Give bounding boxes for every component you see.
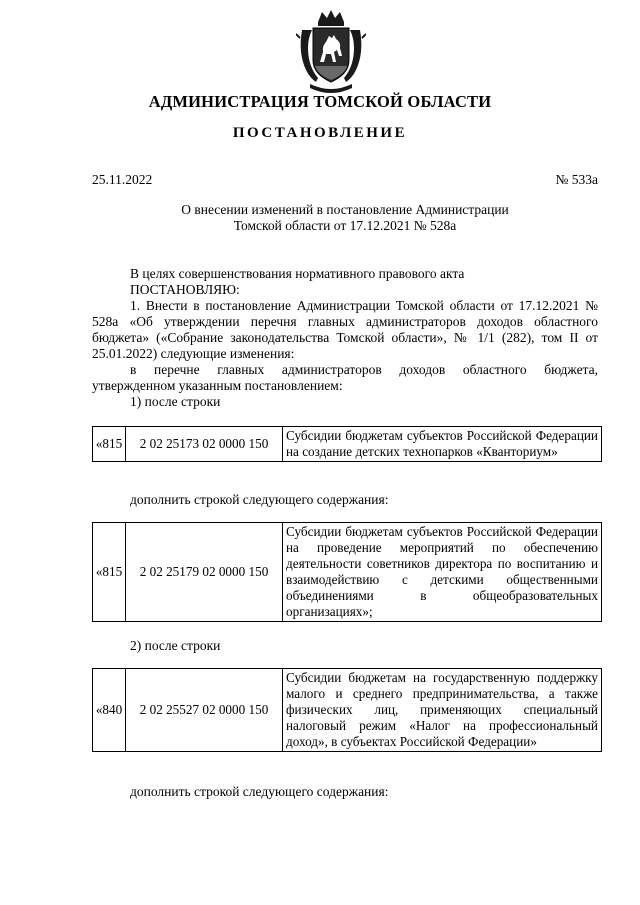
organization-name: АДМИНИСТРАЦИЯ ТОМСКОЙ ОБЛАСТИ [148,92,492,111]
decree-word: ПОСТАНОВЛЯЮ: [130,282,240,297]
intro-paragraph: В целях совершенствования нормативного правового акта [130,266,465,281]
document-number: № 533а [555,172,598,187]
table-row-new-815 [92,522,602,622]
table-row-old-815 [92,426,602,462]
point-2-label: 2) после строки [130,638,221,653]
table-row [93,427,602,462]
document-type: ПОСТАНОВЛЕНИЕ [232,125,408,141]
description-cell: Субсидии бюджетам субъектов Российской Федерации на создание детских технопарков «Кванториум» [283,427,602,462]
body-intro-block [92,266,598,410]
admin-code-cell: «815 [93,427,126,462]
item-1-paragraph: 1. Внести в постановление Администрации Томской области от 17.12.2021 № 528а «Об утверждении перечня главных администраторов доходов областного бюджета» («Собрание законодательства Томской области», № 1/1 (282), том II от 25.01.2022) следующие изменения: [92,298,598,361]
document-date: 25.11.2022 [92,172,153,187]
admin-code-cell: «840 [93,669,126,752]
table-row [93,523,602,622]
description-cell: Субсидии бюджетам на государственную поддержку малого и среднего предпринимательства, а также физических лиц, применяющих специальный налоговый режим «Налог на профессиональный доход», в субъектах Российской Федерации» [283,669,602,752]
subject-line-1: О внесении изменений в постановление Администрации [181,202,509,217]
tomsk-coat-of-arms-icon [296,8,366,96]
table-row-old-840 [92,668,602,752]
kbk-cell: 2 02 25173 02 0000 150 [126,427,283,462]
subject-line-2: Томской области от 17.12.2021 № 528а [233,218,457,233]
add-row-instruction-1: дополнить строкой следующего содержания: [130,492,389,507]
item-1-sub-paragraph: в перечне главных администраторов доходов областного бюджета, утвержденном указанным постановлением: [92,362,598,393]
add-row-instruction-2: дополнить строкой следующего содержания: [130,784,389,799]
admin-code-cell: «815 [93,523,126,622]
point-1-label: 1) после строки [130,394,221,409]
document-subject [92,202,598,234]
table-row [93,669,602,752]
kbk-cell: 2 02 25527 02 0000 150 [126,669,283,752]
kbk-cell: 2 02 25179 02 0000 150 [126,523,283,622]
description-cell: Субсидии бюджетам субъектов Российской Федерации на проведение мероприятий по обеспечению деятельности советников директора по воспитанию и взаимодействию с детскими общественными объединениями в общеобразовательных организациях»; [283,523,602,622]
